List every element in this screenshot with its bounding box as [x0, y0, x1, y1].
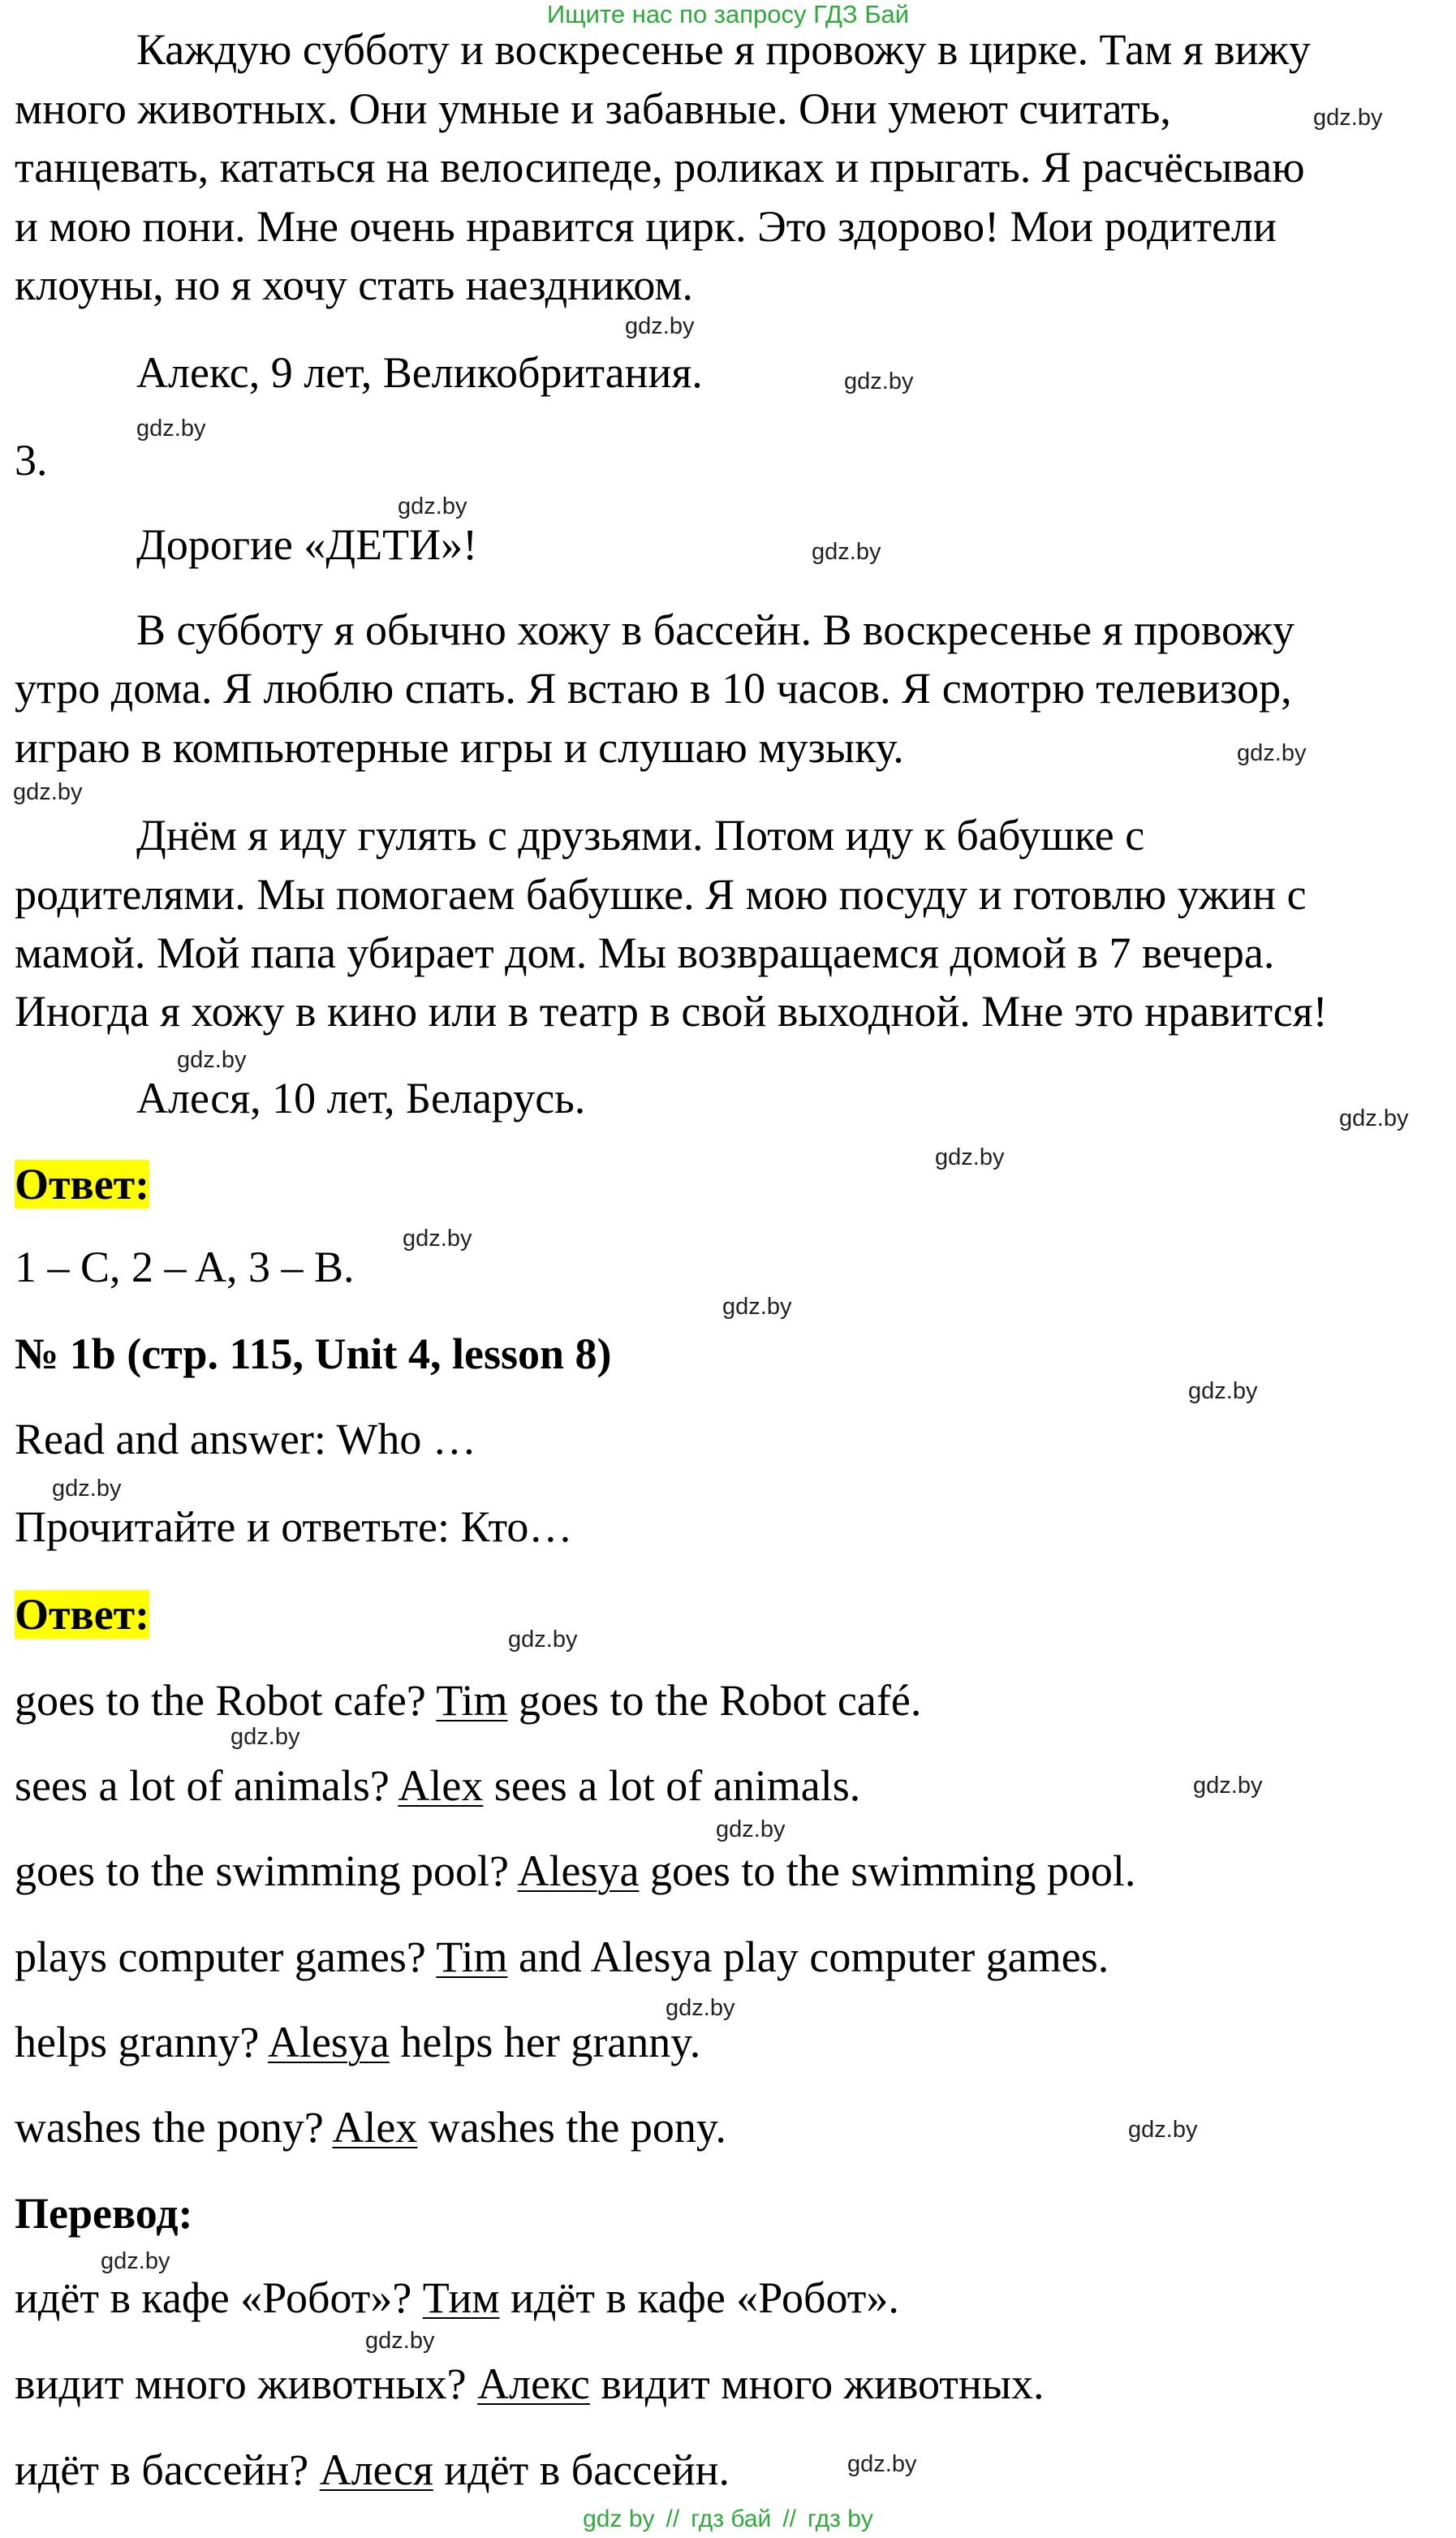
instruction-ru: Прочитайте и ответьте: Кто…: [15, 1502, 573, 1551]
question-text: goes to the Robot cafe?: [15, 1676, 437, 1725]
watermark: gdz.by: [844, 368, 914, 394]
watermark: gdz.by: [1188, 1378, 1258, 1404]
watermark: gdz.by: [722, 1294, 792, 1320]
answer-name: Alesya: [517, 1846, 640, 1895]
question-text: идёт в бассейн?: [15, 2445, 320, 2494]
answer-label: [15, 1589, 149, 1640]
site-search-banner: Ищите нас по запросу ГДЗ Бай: [546, 0, 910, 28]
watermark: gdz.by: [177, 1047, 247, 1073]
answer-rest: goes to the swimming pool.: [639, 1846, 1136, 1895]
answer-text: 1 – C, 2 – A, 3 – B.: [15, 1243, 355, 1291]
text-line: В субботу я обычно хожу в бассейн. В воскресенье я провожу: [136, 605, 1294, 654]
answer-line: [15, 1760, 860, 1811]
text-line: много животных. Они умные и забавные. Они умеют считать,: [15, 84, 1171, 133]
watermark: gdz.by: [398, 493, 467, 519]
answer-label-highlight: Ответ:: [15, 1160, 150, 1209]
footer-item: гдз by: [808, 2506, 873, 2532]
text-line: Иногда я хожу в кино или в театр в свой выходной. Мне это нравится!: [15, 987, 1328, 1036]
answer-rest: идёт в бассейн.: [433, 2445, 730, 2494]
question-text: helps granny?: [15, 2018, 268, 2066]
footer-item: гдз бай: [691, 2506, 772, 2532]
letter-signature: Алекс, 9 лет, Великобритания.: [136, 348, 703, 397]
answer-line: [15, 2102, 726, 2152]
watermark: gdz.by: [1237, 740, 1307, 766]
answer-rest: видит много животных.: [589, 2359, 1045, 2408]
text-line: танцевать, кататься на велосипеде, роликах и прыгать. Я расчёсываю: [15, 143, 1305, 192]
watermark: gdz.by: [1339, 1105, 1409, 1131]
watermark: gdz.by: [365, 2328, 435, 2354]
text-line: мамой. Мой папа убирает дом. Мы возвращаемся домой в 7 вечера.: [15, 929, 1275, 977]
answer-rest: идёт в кафе «Робот».: [499, 2273, 899, 2322]
text-line: играю в компьютерные игры и слушаю музыку.: [15, 723, 904, 772]
instruction-en: Read and answer: Who …: [15, 1415, 476, 1463]
footer-separator: //: [666, 2506, 680, 2532]
watermark: gdz.by: [13, 779, 83, 805]
answer-rest: sees a lot of animals.: [483, 1761, 861, 1810]
watermark: gdz.by: [1128, 2117, 1198, 2143]
watermark: gdz.by: [101, 2248, 170, 2274]
watermark: gdz.by: [403, 1226, 472, 1252]
watermark: gdz.by: [230, 1724, 300, 1750]
watermark: gdz.by: [508, 1627, 578, 1653]
answer-name: Тим: [422, 2273, 500, 2322]
watermark: gdz.by: [52, 1476, 122, 1502]
watermark: gdz.by: [136, 416, 206, 442]
watermark: gdz.by: [935, 1144, 1005, 1170]
answer-name: Alesya: [267, 2018, 390, 2066]
question-text: видит много животных?: [15, 2359, 478, 2408]
answer-line: [15, 2017, 700, 2067]
translation-line: [15, 2359, 1045, 2409]
watermark: gdz.by: [625, 313, 695, 339]
watermark: gdz.by: [666, 1995, 735, 2021]
translation-line: [15, 2273, 899, 2323]
watermark: gdz.by: [1313, 105, 1383, 131]
question-text: washes the pony?: [15, 2103, 333, 2152]
question-text: идёт в кафе «Робот»?: [15, 2273, 423, 2322]
question-text: plays computer games?: [15, 1933, 437, 1981]
watermark: gdz.by: [716, 1816, 786, 1842]
text-line: и мою пони. Мне очень нравится цирк. Это здорово! Мои родители: [15, 202, 1277, 251]
answer-name: Алекс: [477, 2359, 590, 2408]
answer-name: Tim: [436, 1933, 508, 1981]
watermark: gdz.by: [812, 539, 881, 565]
exercise-title: № 1b (стр. 115, Unit 4, lesson 8): [15, 1329, 612, 1378]
footer-item: gdz by: [583, 2506, 655, 2532]
footer-separator: //: [782, 2506, 796, 2532]
text-line: утро дома. Я люблю спать. Я встаю в 10 часов. Я смотрю телевизор,: [15, 664, 1292, 713]
letter-signature: Алеся, 10 лет, Беларусь.: [136, 1074, 586, 1122]
answer-label-highlight: Ответ:: [15, 1590, 150, 1639]
answer-line: [15, 1675, 921, 1726]
answer-label: [15, 1159, 149, 1209]
answer-rest: and Alesya play computer games.: [507, 1933, 1109, 1981]
text-line: клоуны, но я хочу стать наездником.: [15, 261, 694, 309]
answer-rest: helps her granny.: [389, 2018, 701, 2066]
answer-line: [15, 1932, 1109, 1982]
answer-line: [15, 1846, 1135, 1896]
text-line: Днём я иду гулять с друзьями. Потом иду к бабушке с: [136, 811, 1145, 860]
translation-line: [15, 2445, 730, 2495]
answer-name: Алеся: [319, 2445, 433, 2494]
text-line: родителями. Мы помогаем бабушке. Я мою посуду и готовлю ужин с: [15, 870, 1307, 919]
answer-rest: goes to the Robot café.: [507, 1676, 922, 1725]
text-line: Каждую субботу и воскресенье я провожу в цирке. Там я вижу: [136, 25, 1311, 74]
answer-name: Tim: [436, 1676, 508, 1725]
answer-rest: washes the pony.: [417, 2103, 726, 2152]
footer-watermark: [0, 2505, 1456, 2534]
translation-label: Перевод:: [15, 2189, 193, 2238]
answer-name: Alex: [332, 2103, 418, 2152]
section-number: 3.: [15, 436, 48, 485]
letter-greeting: Дорогие «ДЕТИ»!: [136, 520, 478, 569]
watermark: gdz.by: [1193, 1773, 1263, 1799]
question-text: sees a lot of animals?: [15, 1761, 398, 1810]
question-text: goes to the swimming pool?: [15, 1846, 518, 1895]
answer-name: Alex: [398, 1761, 484, 1810]
watermark: gdz.by: [847, 2451, 917, 2477]
